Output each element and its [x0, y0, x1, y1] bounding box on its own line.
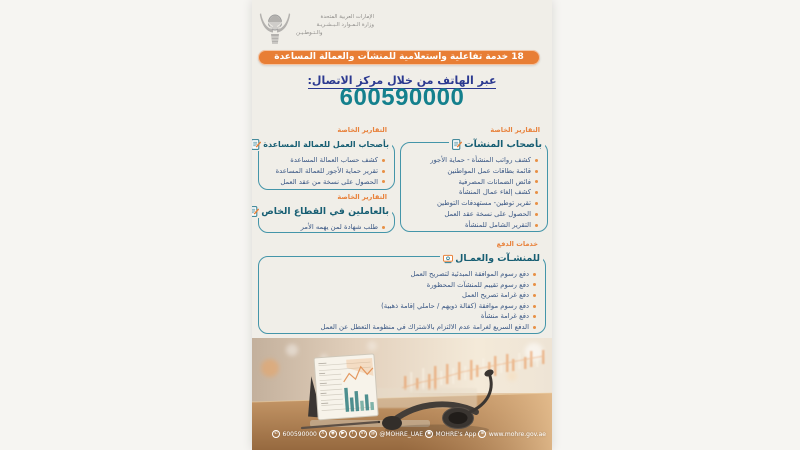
- mobile-app-icon: ▣: [426, 431, 432, 436]
- footer-social: [319, 430, 423, 438]
- ministry-line-2: وزارة الـمـوارد الـبـشـريـة: [316, 22, 374, 28]
- section-reports-private-sector-workers: [258, 193, 395, 233]
- services-count-badge: 18 خدمة تفاعلية واستعلامية للمنشآت والعمالة المساعدة: [258, 50, 540, 65]
- footer-website-url: www.mohre.gov.ae: [488, 430, 546, 438]
- service-item: دفع غرامة منشأة: [264, 311, 536, 322]
- uae-falcon-emblem-icon: [258, 9, 292, 47]
- service-item: التقرير الشامل للمنشأة: [406, 220, 538, 231]
- section-title: بالعاملين في القطاع الخاص: [261, 206, 389, 217]
- section-label: التقارير الخاصة: [337, 193, 387, 201]
- service-item: دفع رسوم موافقة (كفالة ذويهم / حاملي إقامة ذهبية): [264, 301, 536, 312]
- service-item: الحصول على نسخة عقد العمل: [406, 209, 538, 220]
- phone-icon: ✆: [272, 430, 280, 438]
- x-icon: X: [319, 430, 327, 438]
- footer-bar: [252, 426, 552, 442]
- logo-block: [258, 9, 378, 51]
- threads-icon: @: [370, 431, 376, 436]
- service-item: تقرير توطين- مستهدفات التوطين: [406, 198, 538, 209]
- section-label: خدمات الدفع: [496, 240, 538, 248]
- ministry-name: [296, 9, 374, 51]
- service-item: دفع غرامة تصريح العمل: [264, 290, 536, 301]
- section-payment-services: [258, 240, 546, 334]
- service-item: الحصول على نسخة من عقد العمل: [264, 177, 385, 188]
- footer-phone: [272, 430, 317, 438]
- report-icon: [252, 139, 261, 150]
- report-icon: [452, 139, 462, 150]
- linkedin-icon: in: [360, 431, 365, 436]
- section-reports-establishment-owners: [400, 126, 548, 232]
- section-label: التقارير الخاصة: [337, 126, 387, 134]
- call-center-number: 600590000: [339, 84, 465, 111]
- section-title: بأصحاب المنشآت: [464, 139, 542, 150]
- payment-icon: [443, 253, 453, 264]
- ministry-line-3: والـتـوطـيـن: [296, 30, 323, 36]
- service-item: كشف حساب العمالة المساعدة: [264, 155, 385, 166]
- section-items: [258, 265, 546, 333]
- service-item: كشف رواتب المنشأة - حماية الأجور: [406, 155, 538, 166]
- section-items: [258, 218, 395, 233]
- service-item: دفع رسوم الموافقة المبدئية لتصريح العمل: [264, 269, 536, 280]
- globe-icon: ⊕: [478, 430, 486, 438]
- service-item: تقرير حماية الأجور للعمالة المساعدة: [264, 166, 385, 177]
- section-items: [258, 151, 395, 187]
- service-item: طلب شهادة لمن يهمه الأمر: [264, 222, 385, 233]
- youtube-icon: ▶: [339, 430, 347, 438]
- mohre-services-poster: [252, 0, 552, 450]
- footer-phone-number: 600590000: [282, 430, 317, 438]
- service-item: الدفع السريع لغرامة عدم الالتزام بالاشتراك في منظومة التعطل عن العمل: [264, 322, 536, 333]
- service-item: دفع رسوم تقييم للمنشآت المحظورة: [264, 280, 536, 291]
- facebook-icon: f: [349, 430, 357, 438]
- footer-website: [478, 430, 546, 438]
- section-reports-domestic-worker-employers: [258, 126, 395, 190]
- footer-app: [425, 430, 476, 438]
- footer-app-label: MOHRE's App: [435, 430, 477, 438]
- footer-social-handle: @MOHRE_UAE: [379, 430, 424, 438]
- section-label: التقارير الخاصة: [490, 126, 540, 134]
- section-items: [400, 151, 548, 231]
- section-title: بأصحاب العمل للعمالة المساعدة: [263, 140, 389, 149]
- service-item: كشف إلغاء عمال المنشأة: [406, 187, 538, 198]
- service-item: قائمة بطاقات عمل المواطنين: [406, 166, 538, 177]
- section-title: للمنشـآت والعمـال: [455, 253, 540, 264]
- instagram-icon: ◉: [330, 431, 335, 436]
- ministry-line-1: الإمارات العربية المتحدة: [320, 14, 374, 20]
- service-item: فائض الضمانات المصرفية: [406, 177, 538, 188]
- report-icon: [252, 206, 259, 217]
- phone-instruction-text: عبر الهاتف من خلال مركز الاتصال:: [307, 74, 497, 87]
